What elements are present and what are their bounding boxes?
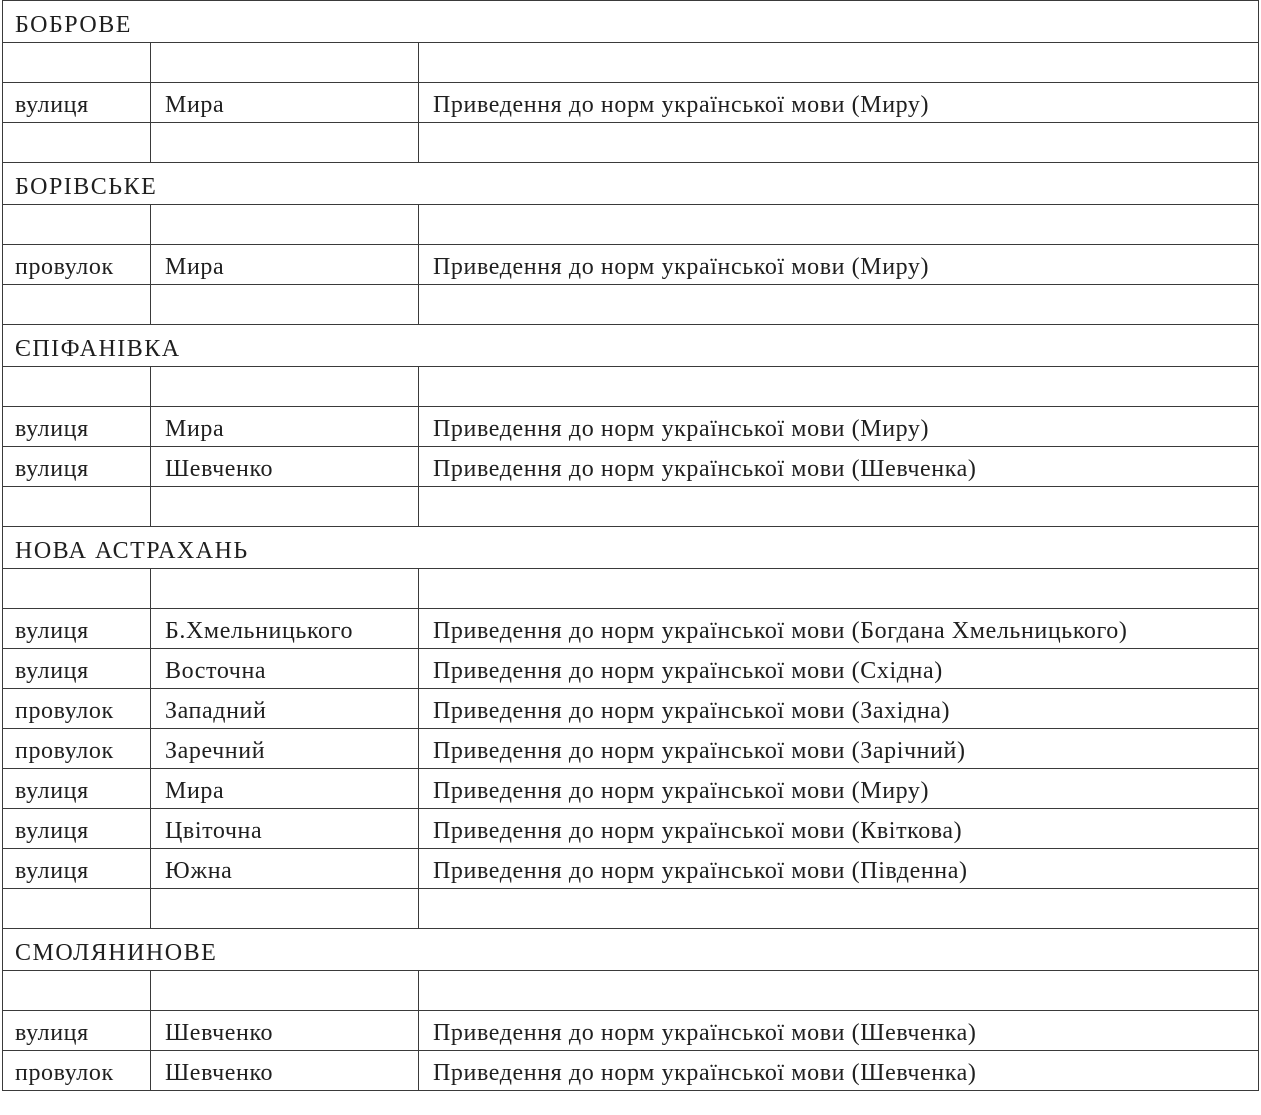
- renaming-note: Приведення до норм української мови (Східна): [419, 649, 1259, 689]
- table-body: [3, 1, 1259, 1091]
- empty-cell: [151, 487, 419, 527]
- empty-cell: [151, 285, 419, 325]
- renaming-note: Приведення до норм української мови (Квіткова): [419, 809, 1259, 849]
- empty-row: [3, 487, 1259, 527]
- old-street-name: Восточна: [151, 649, 419, 689]
- street-type: вулиця: [3, 769, 151, 809]
- street-row: [3, 407, 1259, 447]
- old-street-name: Б.Хмельницького: [151, 609, 419, 649]
- street-type: вулиця: [3, 447, 151, 487]
- renaming-note: Приведення до норм української мови (Миру): [419, 83, 1259, 123]
- street-row: [3, 245, 1259, 285]
- empty-cell: [151, 367, 419, 407]
- renaming-document: [2, 0, 1258, 1091]
- street-row: [3, 447, 1259, 487]
- renaming-note: Приведення до норм української мови (Миру): [419, 407, 1259, 447]
- empty-row: [3, 367, 1259, 407]
- street-type: вулиця: [3, 407, 151, 447]
- old-street-name: Шевченко: [151, 1051, 419, 1091]
- empty-cell: [3, 43, 151, 83]
- village-header-row: [3, 929, 1259, 971]
- renaming-note: Приведення до норм української мови (Миру): [419, 769, 1259, 809]
- empty-cell: [419, 367, 1259, 407]
- old-street-name: Мира: [151, 769, 419, 809]
- empty-cell: [151, 889, 419, 929]
- empty-cell: [419, 889, 1259, 929]
- village-name: БОРІВСЬКЕ: [3, 163, 1259, 205]
- renaming-note: Приведення до норм української мови (Шевченка): [419, 1011, 1259, 1051]
- old-street-name: Цвіточна: [151, 809, 419, 849]
- street-type: вулиця: [3, 1011, 151, 1051]
- empty-cell: [419, 205, 1259, 245]
- street-type: вулиця: [3, 809, 151, 849]
- street-row: [3, 769, 1259, 809]
- street-row: [3, 649, 1259, 689]
- street-type: провулок: [3, 245, 151, 285]
- empty-row: [3, 971, 1259, 1011]
- empty-cell: [419, 285, 1259, 325]
- street-type: провулок: [3, 689, 151, 729]
- village-name: ЄПІФАНІВКА: [3, 325, 1259, 367]
- old-street-name: Шевченко: [151, 447, 419, 487]
- renaming-note: Приведення до норм української мови (Шевченка): [419, 447, 1259, 487]
- empty-cell: [419, 569, 1259, 609]
- old-street-name: Шевченко: [151, 1011, 419, 1051]
- village-header-row: [3, 1, 1259, 43]
- empty-cell: [419, 971, 1259, 1011]
- empty-row: [3, 205, 1259, 245]
- empty-cell: [3, 367, 151, 407]
- empty-cell: [3, 487, 151, 527]
- village-header-row: [3, 325, 1259, 367]
- renaming-note: Приведення до норм української мови (Західна): [419, 689, 1259, 729]
- empty-cell: [3, 285, 151, 325]
- empty-row: [3, 285, 1259, 325]
- village-name: СМОЛЯНИНОВЕ: [3, 929, 1259, 971]
- street-row: [3, 1011, 1259, 1051]
- old-street-name: Мира: [151, 407, 419, 447]
- street-type: провулок: [3, 729, 151, 769]
- street-row: [3, 729, 1259, 769]
- street-type: провулок: [3, 1051, 151, 1091]
- empty-cell: [151, 43, 419, 83]
- empty-cell: [3, 123, 151, 163]
- street-renaming-table: [2, 0, 1259, 1091]
- empty-cell: [151, 123, 419, 163]
- street-type: вулиця: [3, 609, 151, 649]
- old-street-name: Западний: [151, 689, 419, 729]
- empty-cell: [3, 569, 151, 609]
- empty-cell: [3, 205, 151, 245]
- empty-row: [3, 43, 1259, 83]
- renaming-note: Приведення до норм української мови (Миру): [419, 245, 1259, 285]
- renaming-note: Приведення до норм української мови (Шевченка): [419, 1051, 1259, 1091]
- street-row: [3, 849, 1259, 889]
- street-row: [3, 1051, 1259, 1091]
- street-type: вулиця: [3, 849, 151, 889]
- old-street-name: Мира: [151, 83, 419, 123]
- empty-row: [3, 123, 1259, 163]
- old-street-name: Заречний: [151, 729, 419, 769]
- street-type: вулиця: [3, 649, 151, 689]
- renaming-note: Приведення до норм української мови (Богдана Хмельницького): [419, 609, 1259, 649]
- old-street-name: Мира: [151, 245, 419, 285]
- empty-cell: [3, 889, 151, 929]
- empty-cell: [151, 569, 419, 609]
- empty-cell: [151, 205, 419, 245]
- empty-cell: [419, 123, 1259, 163]
- street-row: [3, 609, 1259, 649]
- street-row: [3, 689, 1259, 729]
- street-row: [3, 83, 1259, 123]
- empty-cell: [151, 971, 419, 1011]
- empty-cell: [3, 971, 151, 1011]
- village-name: БОБРОВЕ: [3, 1, 1259, 43]
- empty-row: [3, 889, 1259, 929]
- village-header-row: [3, 527, 1259, 569]
- empty-cell: [419, 487, 1259, 527]
- old-street-name: Южна: [151, 849, 419, 889]
- street-row: [3, 809, 1259, 849]
- renaming-note: Приведення до норм української мови (Зарічний): [419, 729, 1259, 769]
- renaming-note: Приведення до норм української мови (Південна): [419, 849, 1259, 889]
- street-type: вулиця: [3, 83, 151, 123]
- village-header-row: [3, 163, 1259, 205]
- empty-cell: [419, 43, 1259, 83]
- village-name: НОВА АСТРАХАНЬ: [3, 527, 1259, 569]
- empty-row: [3, 569, 1259, 609]
